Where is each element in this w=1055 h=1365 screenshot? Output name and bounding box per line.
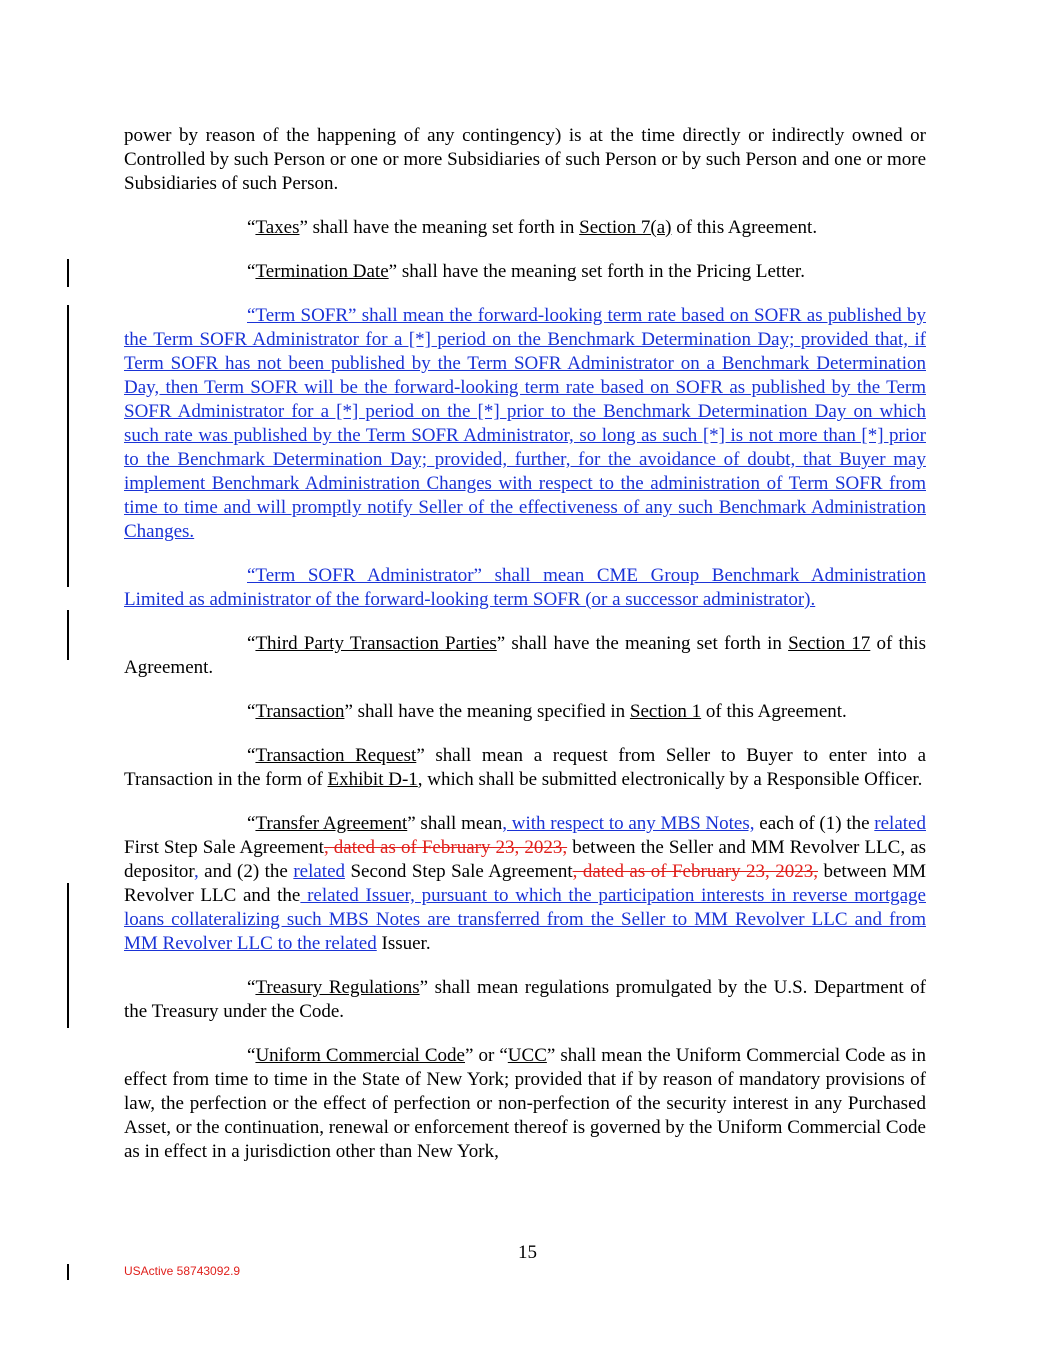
change-bar bbox=[67, 883, 69, 1028]
definition-taxes: “Taxes” shall have the meaning set forth in Section 7(a) of this Agreement. bbox=[247, 217, 818, 238]
definition-termination-date: “Termination Date” shall have the meaning set forth in the Pricing Letter. bbox=[247, 261, 805, 282]
definition-treasury-regulations: “Treasury Regulations” shall mean regulations promulgated by the U.S. Department of the Treasury under the Code. bbox=[124, 977, 927, 1022]
definition-transaction: “Transaction” shall have the meaning specified in Section 1 of this Agreement. bbox=[247, 701, 847, 722]
definition-term-sofr-administrator-inserted: “Term SOFR Administrator” shall mean CME Group Benchmark Administration Limited as administrator of the forward-looking term SOFR (or a successor administrator). bbox=[124, 565, 926, 610]
deleted-text: , dated as of February 23, 2023, bbox=[572, 861, 818, 882]
inserted-text: related Issuer, pursuant to which the participation interests in reverse mortgage loans collateralizing such MBS Notes are transferred from the Seller to MM Revolver LLC and from MM Revolver LLC to the related bbox=[124, 885, 926, 954]
defined-term: Taxes bbox=[255, 217, 300, 238]
exhibit-reference: Exhibit D-1 bbox=[327, 769, 418, 790]
inserted-text: related bbox=[874, 813, 926, 834]
change-bar bbox=[67, 610, 69, 660]
section-reference: Section 1 bbox=[629, 701, 702, 722]
defined-term: UCC bbox=[507, 1045, 547, 1066]
definition-third-party: “Third Party Transaction Parties” shall have the meaning set forth in Section 17 of this Agreement. bbox=[124, 633, 927, 678]
defined-term: Uniform Commercial Code bbox=[255, 1045, 465, 1066]
defined-term: Third Party Transaction Parties bbox=[255, 633, 497, 654]
paragraph-continuation: power by reason of the happening of any contingency) is at the time directly or indirectly owned or Controlled by such Person or one or more Subsidiaries of such Person or by such Person and one or more Subsidiaries of such Person. bbox=[124, 125, 926, 194]
definition-ucc: “Uniform Commercial Code” or “UCC” shall mean the Uniform Commercial Code as in effect from time to time in the State of New York; provided that if by reason of mandatory provisions of law, the perfection or the effect of perfection or non-perfection of the security interest in any Purchased Asset, or the continuation, renewal or enforcement thereof is governed by the Uniform Commercial Code as in effect in a jurisdiction other than New York, bbox=[124, 1045, 926, 1162]
change-bar bbox=[67, 1264, 69, 1280]
definition-transaction-request: “Transaction Request” shall mean a request from Seller to Buyer to enter into a Transaction in the form of Exhibit D-1, which shall be submitted electronically by a Responsible Officer. bbox=[124, 745, 926, 790]
defined-term: Termination Date bbox=[255, 261, 389, 282]
defined-term: Treasury Regulations bbox=[255, 977, 420, 998]
inserted-text: , with respect to any MBS Notes, bbox=[502, 813, 755, 834]
defined-term: Transfer Agreement bbox=[255, 813, 408, 834]
change-bar bbox=[67, 259, 69, 287]
definition-transfer-agreement: “Transfer Agreement” shall mean, with respect to any MBS Notes, each of (1) the related First Step Sale Agreement, dated as of February 23, 2023, between the Seller and MM Revolver LLC, as depositor, and (2) the related Second Step Sale Agreement, dated as of February 23, 2023, between MM Revolver LLC and the related Issuer, pursuant to which the participation interests in reverse mortgage loans collateralizing such MBS Notes are transferred from the Seller to MM Revolver LLC and from MM Revolver LLC to the related Issuer. bbox=[124, 813, 926, 954]
deleted-text: , dated as of February 23, 2023, bbox=[323, 837, 568, 858]
inserted-text: , bbox=[193, 861, 199, 882]
page-number: 15 bbox=[518, 1242, 537, 1263]
section-reference: Section 17 bbox=[788, 633, 871, 654]
defined-term: Transaction Request bbox=[255, 745, 417, 766]
change-bar bbox=[67, 305, 69, 587]
section-reference: Section 7(a) bbox=[579, 217, 672, 238]
defined-term: Transaction bbox=[255, 701, 345, 722]
definition-term-sofr-inserted: “Term SOFR” shall mean the forward-looking term rate based on SOFR as published by the Term SOFR Administrator for a [*] period on the Benchmark Determination Day; provided that, if Term SOFR has not been published by the Term SOFR Administrator on a Benchmark Determination Day, then Term SOFR will be the forward-looking term rate based on SOFR as published by the Term SOFR Administrator for a [*] period on the [*] prior to the Benchmark Determination Day on which such rate was published by the Term SOFR Administrator, so long as such [*] is not more than [*] prior to the Benchmark Determination Day; provided, further, for the avoidance of doubt, that Buyer may implement Benchmark Administration Changes with respect to the administration of Term SOFR from time to time and will promptly notify Seller of the effectiveness of any such Benchmark Administration Changes. bbox=[124, 305, 926, 542]
inserted-text: related bbox=[293, 861, 346, 882]
document-footer-id: USActive 58743092.9 bbox=[124, 1264, 241, 1278]
document-page bbox=[124, 124, 926, 1184]
